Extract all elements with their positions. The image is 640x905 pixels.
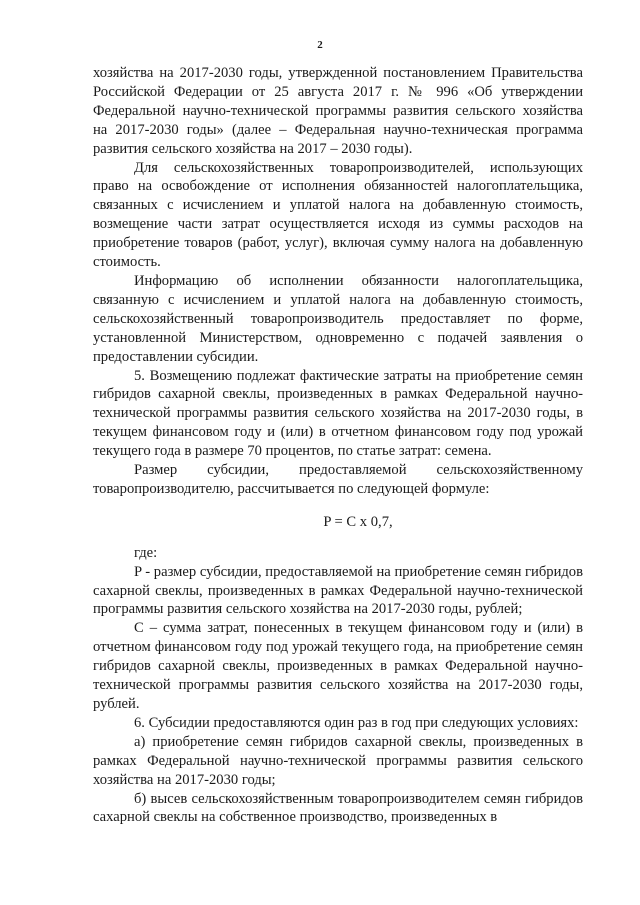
paragraph-condition-a: а) приобретение семян гибридов сахарной свеклы, произведенных в рамках Федеральной научно-технической программы развития сельского хозяйства на 2017-2030 годы;: [93, 733, 583, 788]
paragraph-where: где:: [134, 544, 158, 561]
document-body: [93, 64, 583, 827]
paragraph-vat-exemption: Для сельскохозяйственных товаропроизводителей, использующих право на освобождение от исполнения обязанностей налогоплательщика, связанных с исчислением и уплатой налога на добавленную стоимость, возмещение части затрат осуществляется исходя из суммы расходов на приобретение товаров (работ, услуг), включая сумму налога на добавленную стоимость.: [93, 159, 583, 271]
page-number: 2: [317, 39, 323, 51]
paragraph-clause-6: 6. Субсидии предоставляются один раз в год при следующих условиях:: [134, 714, 579, 731]
formula: P = C x 0,7,: [323, 513, 393, 530]
paragraph-subsidy-size: Размер субсидии, предоставляемой сельскохозяйственному товаропроизводителю, рассчитывается по следующей формуле:: [93, 462, 583, 497]
paragraph-definition-p: P - размер субсидии, предоставляемой на приобретение семян гибридов сахарной свеклы, произведенных в рамках Федеральной научно-технической программы развития сельского хозяйства на 2017-2030 годы, рублей;: [93, 563, 583, 618]
paragraph-tax-info: Информацию об исполнении обязанности налогоплательщика, связанную с исчислением и уплатой налога на добавленную стоимость, сельскохозяйственный товаропроизводитель предоставляет по форме, установленной Министерством, одновременно с подачей заявления о предоставлении субсидии.: [93, 272, 583, 365]
paragraph-condition-b: б) высев сельскохозяйственным товаропроизводителем семян гибридов сахарной свеклы на собственное производство, произведенных в: [93, 790, 583, 826]
paragraph-clause-5: 5. Возмещению подлежат фактические затраты на приобретение семян гибридов сахарной свеклы, произведенных в рамках Федеральной научно-технической программы развития сельского хозяйства на 2017-2030 годы, в текущем финансовом году и (или) в отчетном финансовом году под урожай текущего года в размере 70 процентов, по статье затрат: семена.: [93, 367, 583, 460]
paragraph-definition-c: C – сумма затрат, понесенных в текущем финансовом году и (или) в отчетном финансовом году под урожай текущего года, на приобретение семян гибридов сахарной свеклы, произведенных в рамках Федеральной научно-технической программы развития сельского хозяйства на 2017-2030 годы, рублей.: [93, 620, 583, 712]
paragraph-continuation: хозяйства на 2017-2030 годы, утвержденной постановлением Правительства Российской Федерации от 25 августа 2017 г. № 996 «Об утверждении Федеральной научно-технической программы развития сельского хозяйства на 2017-2030 годы» (далее – Федеральная научно-техническая программа развития сельского хозяйства на 2017 – 2030 годы).: [93, 65, 583, 157]
